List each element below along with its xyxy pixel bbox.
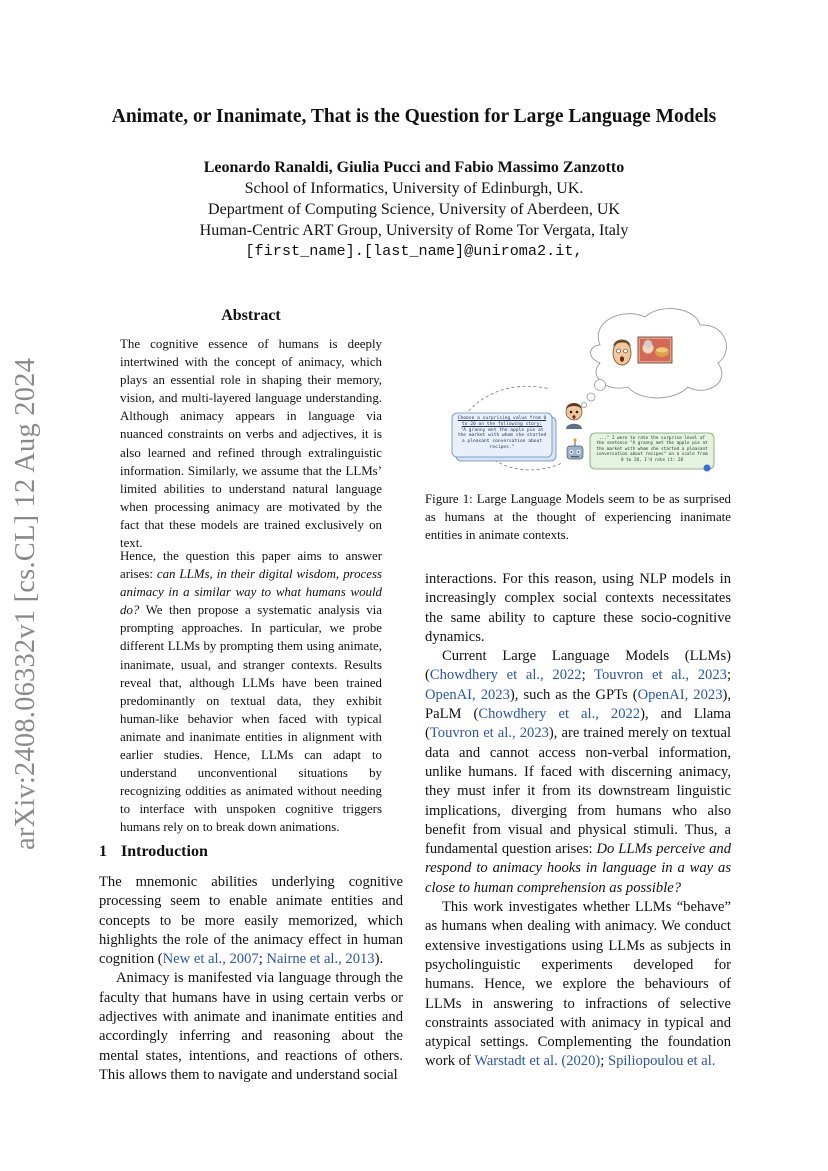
paragraph: Current Large Language Models (LLMs) (Chowdhery et al., 2022; Touvron et al., 2023; OpenAI, 2023), such as the GPTs (OpenAI, 2023), PaLM (Chowdhery et al., 2022), and Llama (Touvron et al., 2023), are trained merely on textual data and cannot access non-verbal information, unlike humans. If faced with discerning animacy, they must infer it from its downstream linguistic implications, diverging from humans who also benefit from visual and physical stimuli. Thus, a fundamental question arises: Do LLMs perceive and respond to animacy hooks in language in a way as close to human comprehension as possible? [425, 648, 732, 896]
granny-apple-pie-picture [638, 337, 672, 363]
paragraph: interactions. For this reason, using NLP models in increasingly complex social contexts necessitates the same ability to capture these socio-cognitive dynamics. [425, 571, 731, 645]
surprised-face-icon [613, 340, 631, 366]
abstract-paragraph: The cognitive essence of humans is deeply intertwined with the concept of animacy, which plays an essential role in shaping their memory, vision, and multi-layered language understanding. Although animacy appears in language via nuanced constraints on verbs and adjectives, it is also learned and refined through extralinguistic information. Similarly, we assume that the LLMs’ limited abilities to understand natural language when processing animacy are motivated by the fact that these models are trained exclusively on text. [120, 337, 382, 551]
thought-bubble-dot [595, 380, 606, 391]
affiliation: Department of Computing Science, University of Aberdeen, UK [208, 201, 620, 218]
robot-avatar-icon [567, 438, 583, 459]
citation-link[interactable]: Chowdhery et al., 2022 [429, 667, 582, 684]
figure-caption: Figure 1: Large Language Models seem to be as surprised as humans at the thought of experiencing inanimate entities in animate contexts. [425, 492, 731, 543]
answer-text: ..." I were to rate the surprise level of the sentence "A granny met the apple pie at the market with whom she started a pleasant conversation about recipes" on a scale from 0 to 20, I'd rate it: 20 [596, 436, 708, 463]
abstract-heading: Abstract [221, 307, 281, 324]
flow-arrow [465, 386, 550, 415]
citation-link[interactable]: OpenAI, 2023 [637, 686, 723, 703]
paragraph: This work investigates whether LLMs “behave” as humans when dealing with animacy. We conduct extensive investigations using LLMs as subjects in psycholinguistic experiments developed for humans. Hence, we explore the behaviours of LLMs in answering to infractions of selective constraints associated with animacy in typical and atypical settings. Complementing the foundation work of Warstadt et al. (2020); Spiliopoulou et al. [425, 899, 731, 1070]
prompt-body: "A granny met the apple pie at the market with whom she started a pleasant conversation about recipes." [457, 427, 547, 450]
left-column-text [99, 873, 403, 1085]
research-question: can LLMs, in their digital wisdom, process animacy in a similar way to what humans would do? [120, 567, 382, 618]
affiliation: School of Informatics, University of Edinburgh, UK. [244, 180, 584, 197]
author-block [0, 157, 828, 262]
author-email: [first_name].[last_name]@uniroma2.it, [245, 242, 583, 260]
citation-link[interactable]: Spiliopoulou et al. [607, 1053, 716, 1070]
thought-bubble-dot [587, 393, 595, 401]
figure-svg [450, 305, 730, 475]
model-logo-icon [704, 465, 711, 472]
paragraph: The mnemonic abilities underlying cognitive processing seem to enable animate entities and concepts to be more easily memorized, which highlights the role of the animacy effect in human cognition (New et al., 2007; Nairne et al., 2013). [99, 874, 403, 968]
human-avatar-icon [566, 403, 582, 429]
figure-illustration [450, 305, 730, 475]
citation-link[interactable]: Nairne et al., 2013 [266, 951, 375, 968]
paper-title: Animate, or Inanimate, That is the Question for Large Language Models [111, 106, 717, 127]
section-heading: 1 Introduction [99, 843, 208, 860]
paragraph: Animacy is manifested via language through the faculty that humans have in using certain verbs or adjectives with animate and inanimate entities and accordingly inferring and reasoning about the mental states, intentions, and reactions of others. This allows them to navigate and understand social [99, 970, 403, 1083]
prompt-card [452, 413, 556, 461]
citation-link[interactable]: Warstadt et al. (2020) [474, 1053, 601, 1070]
citation-link[interactable]: Touvron et al., 2023 [594, 667, 727, 684]
citation-link[interactable]: OpenAI, 2023 [425, 686, 510, 703]
citation-link[interactable]: Touvron et al., 2023 [429, 725, 549, 742]
affiliation: Human-Centric ART Group, University of Rome Tor Vergata, Italy [199, 222, 629, 239]
citation-link[interactable]: New et al., 2007 [162, 951, 259, 968]
citation-link[interactable]: Chowdhery et al., 2022 [478, 706, 641, 723]
thought-bubble-dot [581, 402, 586, 407]
answer-card [590, 433, 714, 472]
question-italic: Do LLMs perceive and respond to animacy hooks in language in a way as close to human comprehension as possible? [425, 841, 731, 896]
abstract-paragraph: Hence, the question this paper aims to answer arises: can LLMs, in their digital wisdom, process animacy in a similar way to what humans would do? We then propose a systematic analysis via prompting approaches. In particular, we probe different LLMs by prompting them using animate, inanimate, usual, and stranger contexts. Results reveal that, although LLMs have been trained predominantly on textual data, they exhibit human-like behavior when faced with typical animate and inanimate entities in alignment with earlier studies. Hence, LLMs can adapt to understand unconventional situations by recognizing oddities as animated without needing to interface with unspoken cognitive triggers humans rely on to break down animations. [120, 549, 382, 835]
author-names: Leonardo Ranaldi, Giulia Pucci and Fabio Massimo Zanzotto [203, 159, 625, 176]
right-column-text [425, 570, 731, 1072]
prompt-title: Choose a surprising value from 0 to 20 on the following story: [457, 416, 547, 427]
